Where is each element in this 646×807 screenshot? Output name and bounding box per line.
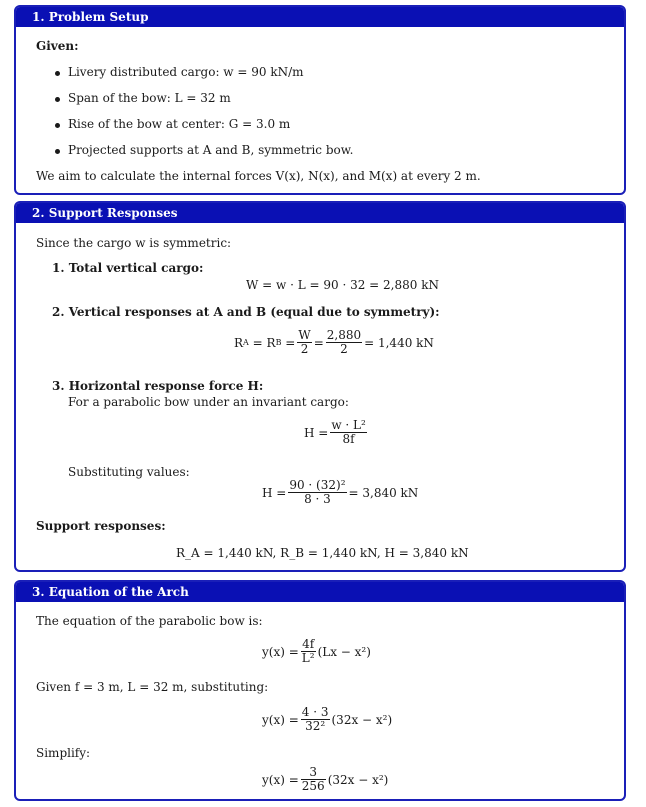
simplify-label: Simplify: [36,746,91,760]
fraction-denominator: 8 · 3 [304,492,331,506]
given-label: Given: [36,39,79,53]
equation-arch-simplified [262,766,388,793]
section-title: 2. Support Responses [16,203,624,223]
fraction-numerator: 2,880 [326,328,362,342]
equation-vertical-responses [234,329,434,356]
aim-text: We aim to calculate the internal forces V(x), N(x), and M(x) at every 2 m. [36,169,481,183]
fraction [288,479,346,506]
eq-term: (Lx − x²) [317,644,371,659]
symmetry-intro: Since the cargo w is symmetric: [36,236,232,250]
equation-horizontal-formula [304,419,369,446]
arch-intro: The equation of the parabolic bow is: [36,614,263,628]
section-support-responses [14,201,626,572]
fraction-denominator: 256 [301,779,325,793]
given-load: Livery distributed cargo: w = 90 kN/m [68,65,304,79]
substituting-label: Substituting values: [68,465,190,479]
fraction [297,329,311,356]
section-problem-setup [14,5,626,195]
fraction-denominator: 2 [340,342,348,356]
given-supports: Projected supports at A and B, symmetric bow. [68,143,354,157]
item-horizontal-force: 3. Horizontal response force H: [52,379,264,393]
section-equation-of-arch [14,580,626,801]
eq-term: H = [262,485,287,500]
fraction [326,329,362,356]
equation-arch-substituted [262,706,392,733]
eq-term: y(x) = [262,644,299,659]
item-total-cargo: 1. Total vertical cargo: [52,261,204,275]
eq-term: H = [304,425,329,440]
bullet [55,123,60,128]
fraction-numerator: W [298,328,311,342]
eq-term: y(x) = [262,772,299,787]
eq-sub: A [243,338,249,347]
eq-term: y(x) = [262,712,299,727]
fraction-denominator: L² [301,651,315,665]
eq-term: R [234,335,244,350]
equation-horizontal-value [262,479,418,506]
fraction [301,638,316,665]
eq-sub: B [275,338,282,347]
eq-term: = R [252,335,276,350]
support-responses-summary: R_A = 1,440 kN, R_B = 1,440 kN, H = 3,840 kN [176,546,469,560]
given-rise: Rise of the bow at center: G = 3.0 m [68,117,291,131]
bullet [55,71,60,76]
fraction-numerator: 90 · (32)² [289,478,346,492]
fraction-denominator: 32² [305,719,326,733]
fraction [301,706,330,733]
fraction [301,766,326,793]
fraction-numerator: w · L² [331,418,366,432]
eq-term: = [285,335,296,350]
equation-total-cargo: W = w · L = 90 · 32 = 2,880 kN [246,278,439,292]
substitution-text: Given f = 3 m, L = 32 m, substituting: [36,680,269,694]
section-title: 1. Problem Setup [16,7,624,27]
eq-term: (32x − x²) [327,772,389,787]
eq-result: = 1,440 kN [364,335,434,350]
bullet [55,149,60,154]
eq-result: = 3,840 kN [348,485,419,500]
bullet [55,97,60,102]
fraction-denominator: 8f [342,432,355,446]
equation-arch-general [262,638,371,665]
horizontal-force-note: For a parabolic bow under an invariant cargo: [68,395,349,409]
fraction-numerator: 4 · 3 [301,705,329,719]
item-vertical-responses: 2. Vertical responses at A and B (equal due to symmetry): [52,305,440,319]
fraction [330,419,367,446]
fraction-denominator: 2 [300,342,309,356]
fraction-numerator: 3 [301,766,326,780]
support-responses-label: Support responses: [36,519,166,533]
eq-term: = [313,335,324,350]
section-title: 3. Equation of the Arch [16,582,624,602]
eq-term: (32x − x²) [331,712,393,727]
given-span: Span of the bow: L = 32 m [68,91,231,105]
fraction-numerator: 4f [302,637,315,651]
